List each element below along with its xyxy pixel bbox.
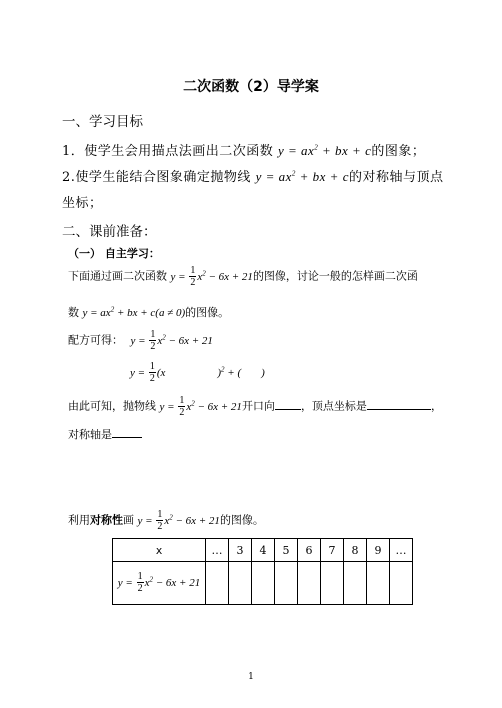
completing-square-line-2 — [130, 362, 265, 384]
goal-1-number: 1． — [62, 144, 85, 159]
page-title: 二次函数（2）导学案 — [183, 79, 319, 95]
goal-2-number: 2. — [62, 170, 76, 185]
page-number: 1 — [248, 672, 254, 682]
paragraph-conclusion-line-2: 对称轴是 — [68, 426, 142, 442]
paragraph-intro-line-2: 数 $y = ax^2$ + bx + c(a ≠ 0)的图像。 — [68, 305, 230, 319]
table-header-cell: … — [206, 539, 229, 562]
opening-direction-blank[interactable] — [275, 409, 301, 410]
formula-general-condition: $y = ax^2$ + bx + c(a ≠ 0) — [82, 305, 186, 319]
axis-of-symmetry-blank[interactable] — [112, 437, 142, 438]
section-learning-goals: 一、学习目标 — [62, 114, 143, 130]
table-cell-empty[interactable] — [321, 562, 344, 605]
table-header-cell: … — [390, 539, 413, 562]
subsection-self-study: （一） 自主学习： — [68, 247, 160, 260]
formula-table-y: y = $\frac{1}{2}$ $x^2 - 6x + 21$ — [117, 571, 201, 594]
goal-2 — [62, 166, 443, 185]
completing-square-line-1 — [68, 330, 213, 352]
table-cell-empty[interactable] — [206, 562, 229, 605]
table-header-cell: 6 — [298, 539, 321, 562]
table-cell-empty[interactable] — [344, 562, 367, 605]
formula-completing-square-2: y = $\frac{1}{2}$ (x )$^2$ + ( ) — [130, 361, 265, 384]
formula-specific-quadratic: y = $\frac{1}{2}$ $x^2 - 6x + 21$ — [170, 265, 253, 288]
table-header-cell: 7 — [321, 539, 344, 562]
completing-square-label: 配方可得： — [68, 333, 123, 347]
formula-parabola: $y = ax^2$ + bx + c — [255, 169, 349, 184]
goal-1-text: 使学生会用描点法画出二次函数 — [84, 144, 274, 159]
table-cell-empty[interactable] — [275, 562, 298, 605]
goal-1 — [62, 140, 425, 159]
section-preparation: 二、课前准备： — [62, 224, 157, 240]
goal-2-text-end: 的对称轴与顶点 — [348, 170, 444, 185]
table-cell-empty[interactable] — [229, 562, 252, 605]
goal-2-line-2: 坐标； — [62, 196, 103, 211]
goal-1-text-end: 的图象； — [371, 144, 426, 159]
table-cell-empty[interactable] — [390, 562, 413, 605]
table-header-cell: 9 — [367, 539, 390, 562]
table-header-x: x — [113, 539, 206, 562]
formula-general-quadratic: $y = ax^2$ + bx + c — [277, 143, 372, 158]
table-header-cell: 4 — [252, 539, 275, 562]
value-table — [112, 538, 413, 605]
paragraph-intro: 下面通过画二次函数 y = $\frac{1}{2}$ $x^2 - 6x + 21$的图像，讨论一般的怎样画二次函 — [68, 265, 418, 288]
table-cell-empty[interactable] — [367, 562, 390, 605]
formula-parabola-specific: y = $\frac{1}{2}$ $x^2 - 6x + 21$ — [159, 395, 242, 418]
table-row-label-y — [113, 562, 206, 605]
paragraph-symmetry: 利用对称性画 y = $\frac{1}{2}$ $x^2 - 6x + 21$的图像。 — [68, 509, 264, 532]
formula-symmetry: y = $\frac{1}{2}$ $x^2 - 6x + 21$ — [137, 509, 220, 532]
goal-2-text: 使学生能结合图象确定抛物线 — [75, 170, 251, 185]
table-header-cell: 5 — [275, 539, 298, 562]
table-header-cell: 3 — [229, 539, 252, 562]
table-row-x — [113, 539, 413, 562]
table-row-y — [113, 562, 413, 605]
paragraph-conclusion: 由此可知，抛物线 y = $\frac{1}{2}$ $x^2 - 6x + 21$开口向 ，顶点坐标是 ， — [68, 395, 442, 418]
table-cell-empty[interactable] — [298, 562, 321, 605]
table-cell-empty[interactable] — [252, 562, 275, 605]
vertex-blank[interactable] — [367, 409, 431, 410]
formula-completing-square-1: y = $\frac{1}{2}$ $x^2 - 6x + 21$ — [130, 329, 213, 352]
table-header-cell: 8 — [344, 539, 367, 562]
